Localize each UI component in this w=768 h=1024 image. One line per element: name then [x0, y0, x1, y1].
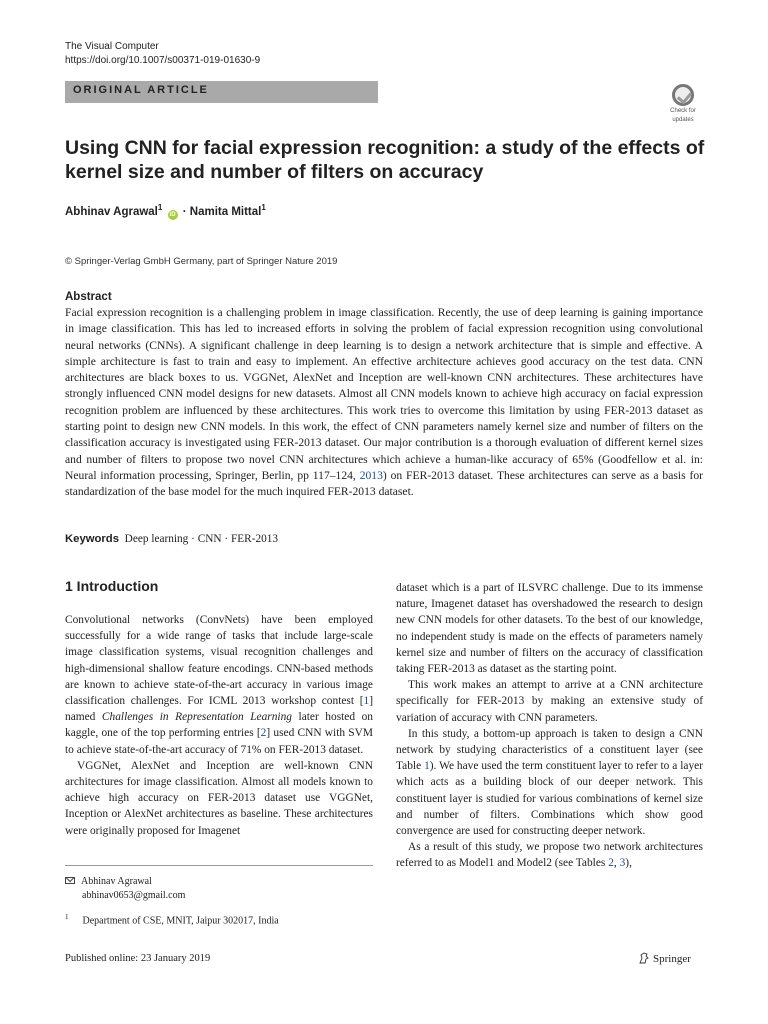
abstract-heading: Abstract [65, 291, 112, 303]
left-column [65, 612, 373, 839]
keywords-label: Keywords [65, 533, 119, 545]
right-p4-text-a: As a result of this study, we propose two network architectures referred to as Model1 and Model2 (see Tables [396, 841, 703, 870]
table-link-2[interactable]: 2 [608, 857, 614, 870]
right-p4-text-b: ), [625, 857, 632, 870]
right-column [396, 580, 703, 872]
contact-email[interactable]: abhinav0653@gmail.com [82, 890, 186, 901]
right-paragraph-3 [396, 726, 703, 839]
published-date: Published online: 23 January 2019 [65, 953, 211, 964]
intro-p1-italic: Challenges in Representation Learning [101, 711, 292, 724]
author-list [65, 203, 266, 220]
affiliation [65, 913, 279, 926]
author-2[interactable]: Namita Mittal [189, 205, 262, 218]
badge-line1: Check for [670, 108, 696, 114]
affiliation-number: 1 [65, 913, 69, 921]
check-for-updates-icon [672, 84, 694, 106]
publisher-logo [638, 952, 691, 965]
article-type-label: ORIGINAL ARTICLE [73, 84, 209, 96]
intro-p1-text-c: later hosted on kaggle, one of the top performing entries [ [65, 711, 373, 740]
author-separator: · [182, 205, 187, 218]
journal-info [65, 40, 260, 68]
keywords [65, 533, 278, 545]
badge-line2: updates [672, 117, 694, 123]
table-link-1[interactable]: 1 [424, 760, 430, 773]
intro-p1-text-a: Convolutional networks (ConvNets) have been employed successfully for a wide range of tasks that include large-scale image classification systems, visual recognition challenges and high-dimensional shallow feature encodings. CNN-based methods are known to achieve state-of-the-art accuracy in various image classification challenges. For ICML 2013 workshop contest [ [65, 614, 373, 708]
section-heading-introduction: 1 Introduction [65, 578, 159, 594]
publisher-name: Springer [653, 953, 691, 965]
article-title: Using CNN for facial expression recognition: a study of the effects of kernel size and number of filters on accuracy [65, 137, 705, 183]
affiliation-text: Department of CSE, MNIT, Jaipur 302017, India [82, 915, 279, 927]
right-p4-sep: , [613, 857, 620, 870]
footnote-divider [65, 865, 373, 866]
citation-link-2[interactable]: 2 [260, 727, 267, 740]
right-paragraph-2: This work makes an attempt to arrive at a CNN architecture specifically for FER-2013 by making an extensive study of variation of accuracy with CNN parameters. [396, 679, 703, 724]
citation-link-1[interactable]: 1 [363, 695, 370, 708]
envelope-icon [65, 877, 75, 884]
article-type-banner [65, 81, 378, 103]
copyright-notice: © Springer-Verlag GmbH Germany, part of Springer Nature 2019 [65, 256, 338, 267]
right-paragraph-4 [396, 839, 703, 871]
table-link-3[interactable]: 3 [619, 857, 626, 870]
corresponding-author [65, 875, 185, 903]
journal-name: The Visual Computer [65, 41, 159, 52]
right-p3-text-b: ). We have used the term constituent layer to refer to a layer which acts as a building block of our deeper network. This constituent layer is studied for various combinations of kernel size and number of filters. Combinations which show good convergence are used for constructing deeper network. [396, 760, 704, 838]
check-for-updates-badge[interactable] [665, 84, 701, 124]
author-1[interactable]: Abhinav Agrawal [65, 205, 158, 218]
intro-p1-text-d: ] used CNN with SVM to achieve state-of-the-art accuracy of 71% on FER-2013 dataset. [65, 727, 373, 756]
contact-name: Abhinav Agrawal [81, 876, 152, 887]
intro-p1-text-b: ] named [65, 695, 373, 724]
keywords-text: Deep learning · CNN · FER-2013 [124, 533, 279, 545]
abstract-citation-link[interactable]: 2013 [359, 468, 383, 482]
abstract-body [65, 305, 703, 501]
right-paragraph-1: dataset which is a part of ILSVRC challenge. Due to its immense nature, Imagenet dataset has overshadowed the research to design new CNN models for other datasets. To the best of our knowledge, no independent study is made on the effects of parameters namely kernel size and number of filters on the accuracy of classification taking FER-2013 as dataset as the starting point. [396, 582, 703, 676]
springer-horse-icon [638, 952, 650, 964]
doi-link[interactable]: https://doi.org/10.1007/s00371-019-01630-9 [65, 55, 261, 66]
intro-paragraph-1 [65, 612, 373, 758]
author-1-affil: 1 [157, 203, 163, 212]
intro-paragraph-2: VGGNet, AlexNet and Inception are well-known CNN architectures for image classification. Almost all models known to achieve high accuracy on FER-2013 dataset use VGGNet, Inception or AlexNet architectures as baseline. These architectures were originally proposed for Imagenet [65, 759, 373, 837]
author-2-affil: 1 [261, 203, 266, 212]
right-p3-text-a: In this study, a bottom-up approach is taken to design a CNN network by studying characteristics of a constituent layer (see Table [396, 727, 703, 773]
abstract-text-2: ) on FER-2013 dataset. These architectures can serve as a basis for standardization of the base model for the much inquired FER-2013 dataset. [65, 468, 703, 499]
abstract-text-1: Facial expression recognition is a challenging problem in image classification. Recently, the use of deep learning is gaining importance in image classification. This has led to increased efforts in solving the problem of facial expression recognition using convolutional neural networks (CNNs). A significant challenge in deep learning is to design a network architecture that is simple and effective. A simple architecture is fast to train and easy to implement. An effective architecture achieves good accuracy on the test data. CNN architectures are black boxes to us. VGGNet, AlexNet and Inception are well-known CNN architectures. These architectures have strongly influenced CNN model designs for new datasets. Almost all CNN models known to achieve high accuracy on facial expression recognition problem are influenced by these architectures. This work tries to overcome this limitation by using FER-2013 dataset as starting point to design new CNN models. In this work, the effect of CNN parameters namely kernel size and number of filters on the classification accuracy is investigated using FER-2013 dataset. Our major contribution is a thorough evaluation of different kernel sizes and number of filters to propose two novel CNN architectures which achieve a human-like accuracy of 65% (Goodfellow et al. in: Neural information processing, Springer, Berlin, pp 117–124, [65, 306, 703, 482]
orcid-icon[interactable]: iD [169, 211, 176, 218]
